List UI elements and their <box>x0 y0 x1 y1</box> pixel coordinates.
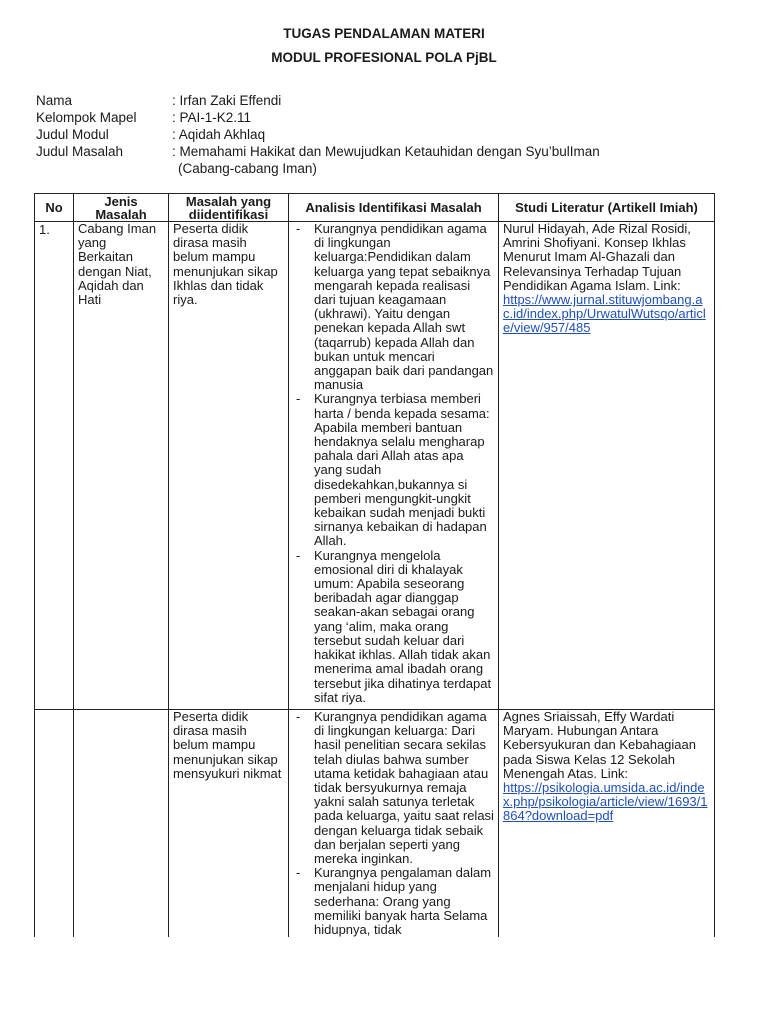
header-jenis-masalah: Jenis Masalah <box>74 194 169 222</box>
info-row-nama <box>36 92 600 109</box>
identity-block <box>36 92 600 177</box>
cell-no: 1. <box>35 222 74 710</box>
analysis-item: - Kurangnya mengelola emosional diri di khalayak umum: Apabila seseorang beribadah agar dianggap seakan-akan sebagai orang yang ‘alim, maka orang tersebut sudah keluar dari hakikat ikhlas. Allah tidak akan menerima amal ibadah orang tersebut jika dihatinya terdapat sifat riya. <box>293 549 494 705</box>
info-value-continuation: (Cabang-cabang Iman) <box>178 161 317 176</box>
info-value: : Irfan Zaki Effendi <box>172 93 282 108</box>
info-value: : Memahami Hakikat dan Mewujudkan Ketauhidan dengan Syu’bulIman <box>172 144 600 159</box>
table-row <box>35 222 715 710</box>
info-label: Kelompok Mapel <box>36 110 137 125</box>
analysis-list <box>293 222 494 705</box>
reference-link[interactable]: https://www.jurnal.stituwjombang.ac.id/index.php/UrwatulWutsqo/article/view/957/485 <box>503 292 706 336</box>
cell-studi-literatur <box>499 709 715 937</box>
analysis-item: - Kurangnya pendidikan agama di lingkungan keluarga: Dari hasil penelitian secara sekilas telah diulas bahwa sumber utama ketidak bahagiaan atau tidak bersyukurnya remaja yakni salah satunya terletak pada keluarga, yaitu saat relasi dengan keluarga tidak sebaik dan berjalan seperti yang mereka inginkan. <box>293 710 494 866</box>
cell-masalah: Peserta didik dirasa masih belum mampu menunjukan sikap Ikhlas dan tidak riya. <box>169 222 289 710</box>
reference-text: Nurul Hidayah, Ade Rizal Rosidi, Amrini Shofiyani. Konsep Ikhlas Menurut Imam Al-Ghazali dan Relevansinya Terhadap Tujuan Pendidikan Agama Islam. Link: <box>503 221 691 293</box>
cell-analisis <box>289 222 499 710</box>
info-row-judul-masalah <box>36 143 600 160</box>
document-title: TUGAS PENDALAMAN MATERI <box>283 26 485 41</box>
document-subtitle: MODUL PROFESIONAL POLA PjBL <box>271 50 497 65</box>
cell-no <box>35 709 74 937</box>
cell-jenis-masalah: Cabang Iman yang Berkaitan dengan Niat, Aqidah dan Hati <box>74 222 169 710</box>
header-studi-literatur: Studi Literatur (Artikell Imiah) <box>499 194 715 222</box>
info-label: Nama <box>36 93 73 108</box>
header-analisis: Analisis Identifikasi Masalah <box>289 194 499 222</box>
cell-jenis-masalah <box>74 709 169 937</box>
reference-link[interactable]: https://psikologia.umsida.ac.id/index.php/psikologia/article/view/1693/1864?download=pdf <box>503 779 708 824</box>
info-value: : PAI-1-K2.11 <box>172 110 252 125</box>
info-value: : Aqidah Akhlaq <box>172 127 266 142</box>
info-label: Judul Modul <box>36 127 109 142</box>
cell-studi-literatur <box>499 222 715 710</box>
info-row-continuation <box>36 160 600 177</box>
analysis-item: - Kurangnya pengalaman dalam menjalani hidup yang sederhana: Orang yang memiliki banyak harta Selama hidupnya, tidak <box>293 866 494 937</box>
table-row <box>35 709 715 937</box>
reference-text: Agnes Sriaissah, Effy Wardati Maryam. Hubungan Antara Kebersyukuran dan Kebahagiaan pada Siswa Kelas 12 Sekolah Menengah Atas. Link: <box>503 708 696 781</box>
cell-analisis <box>289 709 499 937</box>
info-row-kelompok-mapel <box>36 109 600 126</box>
problem-analysis-table <box>34 193 715 937</box>
analysis-item: - Kurangnya terbiasa memberi harta / benda kepada sesama: Apabila memberi bantuan hendaknya selalu mengharap pahala dari Allah atas apa yang sudah disedekahkan,bukannya si pemberi mengungkit-ungkit kebaikan sudah menjadi bukti sirnanya kebaikan di hadapan Allah. <box>293 392 494 548</box>
analysis-list <box>293 710 494 937</box>
analysis-item: - Kurangnya pendidikan agama di lingkungan keluarga:Pendidikan dalam keluarga yang tepat sebaiknya mengarah kepada realisasi dari tujuan keagamaan (ukhrawi). Yaitu dengan penekan kepada Allah swt (taqarrub) kepada Allah dan bukan untuk mencari anggapan baik dari pandangan manusia <box>293 222 494 392</box>
table-header-row <box>35 194 715 222</box>
header-no: No <box>35 194 74 222</box>
cell-masalah: Peserta didik dirasa masih belum mampu menunjukan sikap mensyukuri nikmat <box>169 709 289 937</box>
info-label: Judul Masalah <box>36 144 124 159</box>
info-row-judul-modul <box>36 126 600 143</box>
header-masalah-diidentifikasi: Masalah yang diidentifikasi <box>169 194 289 222</box>
